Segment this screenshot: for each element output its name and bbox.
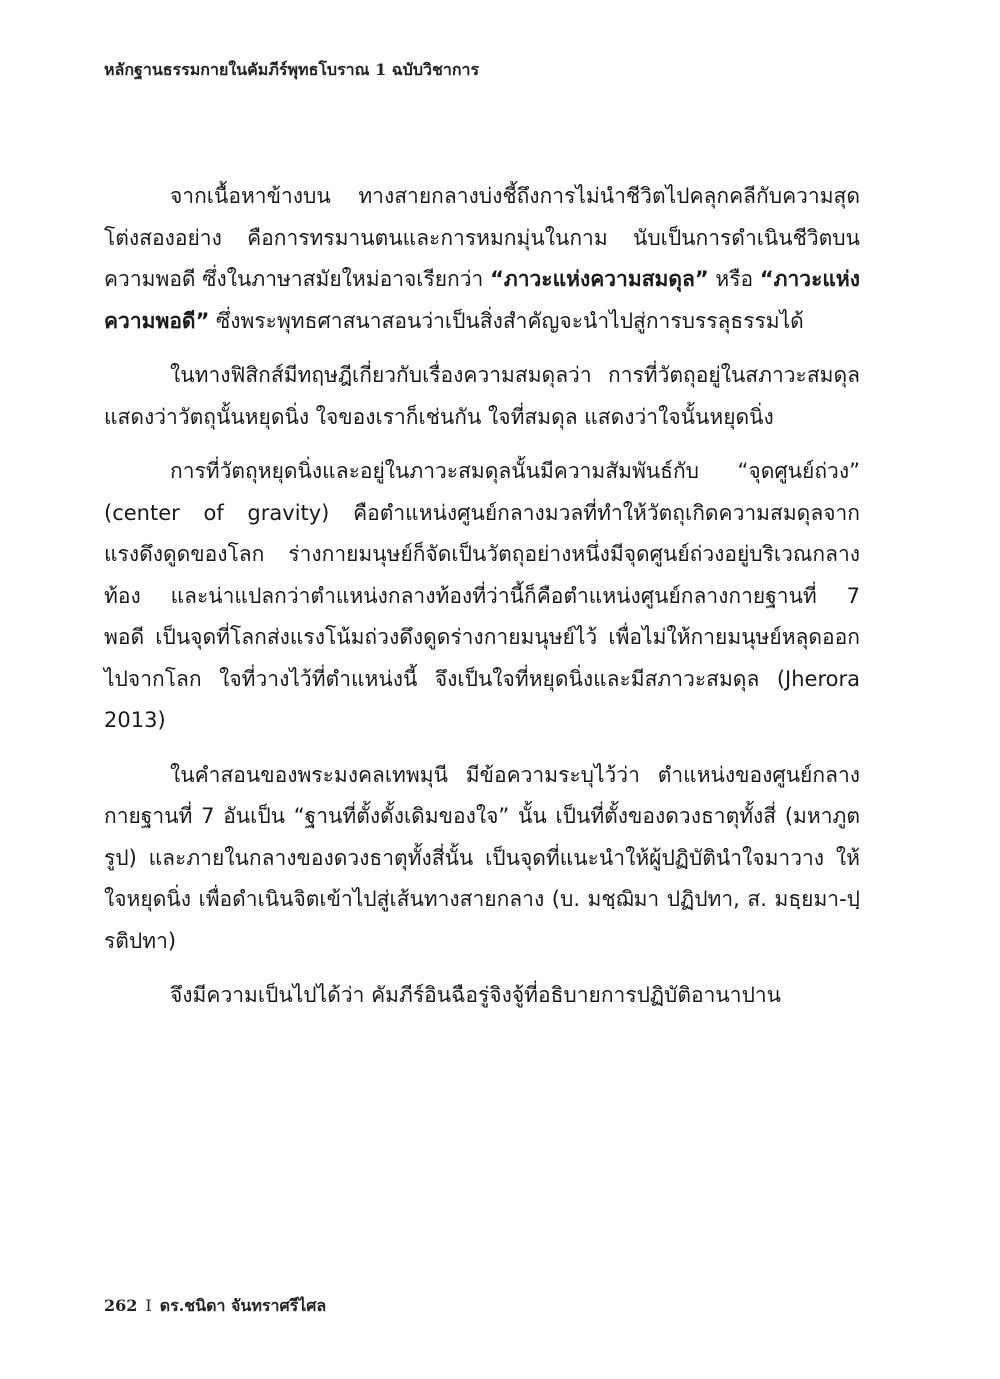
page-number: 262 — [104, 1296, 138, 1315]
paragraph-4: ในคำสอนของพระมงคลเทพมุนี มีข้อความระบุไว้ว่า ตำแหน่งของศูนย์กลางกายฐานที่ 7 อันเป็น “ฐานที่ตั้งดั้งเดิมของใจ” นั้น เป็นที่ตั้งของดวงธาตุทั้งสี่ (มหาภูตรูป) และภายในกลางของดวงธาตุทั้งสี่นั้น เป็นจุดที่แนะนำให้ผู้ปฏิบัตินำใจมาวาง ให้ใจหยุดนิ่ง เพื่อดำเนินจิตเข้าไปสู่เส้นทางสายกลาง (บ. มชฺฌิมา ปฏิปทา, ส. มธฺยมา-ปฺรติปทา) — [104, 762, 860, 953]
paragraph-3: การที่วัตถุหยุดนิ่งและอยู่ในภาวะสมดุลนั้นมีความสัมพันธ์กับ “จุดศูนย์ถ่วง” (center of gravity) คือตำแหน่งศูนย์กลางมวลที่ทำให้วัตถุเกิดความสมดุลจากแรงดึงดูดของโลก ร่างกายมนุษย์ก็จัดเป็นวัตถุอย่างหนึ่งมีจุดศูนย์ถ่วงอยู่บริเวณกลางท้อง และน่าแปลกว่าตำแหน่งกลางท้องที่ว่านี้ก็คือตำแหน่งศูนย์กลางกายฐานที่ 7 พอดี เป็นจุดที่โลกส่งแรงโน้มถ่วงดึงดูดร่างกายมนุษย์ไว้ เพื่อไม่ให้กายมนุษย์หลุดออกไปจากโลก ใจที่วางไว้ที่ตำแหน่งนี้ จึงเป็นใจที่หยุดนิ่งและมีสภาวะสมดุล (Jherora 2013) — [104, 459, 860, 732]
emphasis-moderation-state: “ภาวะแห่งความพอดี” — [104, 267, 860, 333]
page-footer — [104, 1294, 326, 1319]
paragraph-1-text-a: จากเนื้อหาข้างบน ทางสายกลางบ่งชี้ถึงการไม่นำชีวิตไปคลุกคลีกับความสุดโต่งสองอย่าง คือการทรมานตนและการหมกมุ่นในกาม นับเป็นการดำเนินชีวิตบนความพอดี ซึ่งในภาษาสมัยใหม่อาจเรียกว่า — [104, 184, 860, 291]
paragraph-1-text-c: หรือ — [708, 267, 760, 291]
running-header: หลักฐานธรรมกายในคัมภีร์พุทธโบราณ 1 ฉบับวิชาการ — [104, 60, 480, 79]
footer-separator: I — [145, 1296, 152, 1315]
paragraph-1-text-d: ซึ่งพระพุทธศาสนาสอนว่าเป็นสิ่งสำคัญจะนำไปสู่การบรรลุธรรมได้ — [209, 308, 804, 333]
paragraph-2: ในทางฟิสิกส์มีทฤษฎีเกี่ยวกับเรื่องความสมดุลว่า การที่วัตถุอยู่ในสภาวะสมดุลแสดงว่าวัตถุนั้นหยุดนิ่ง ใจของเราก็เช่นกัน ใจที่สมดุล แสดงว่าใจนั้นหยุดนิ่ง — [104, 363, 860, 429]
paragraph-1 — [104, 176, 860, 342]
paragraph-5: จึงมีความเป็นไปได้ว่า คัมภีร์อินฉือรู่จิงจู้ที่อธิบายการปฏิบัติอานาปาน — [170, 983, 782, 1007]
emphasis-balance-state: “ภาวะแห่งความสมดุล” — [490, 267, 709, 291]
body-text — [104, 176, 860, 1017]
author-name: ดร.ชนิดา จันทราศรีไศล — [159, 1296, 327, 1315]
